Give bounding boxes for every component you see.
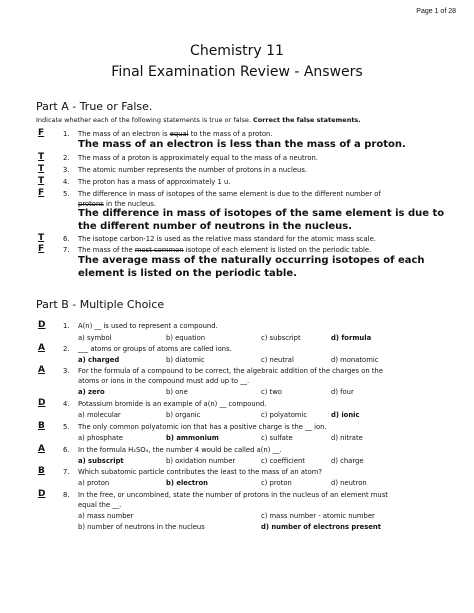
- correction-a1: The mass of an electron is less than the mass of a proton.: [78, 139, 406, 150]
- option-b3-c: c) two: [261, 388, 282, 396]
- option-b1-b: b) equation: [166, 334, 206, 342]
- answer-b4: D: [38, 398, 46, 408]
- option-b5-c: c) sulfate: [261, 434, 293, 442]
- number-a5: 5.: [63, 190, 70, 198]
- statement-a7-post: isotope of each element is listed on the periodic table.: [183, 246, 372, 254]
- question-b5: The only common polyatomic ion that has a positive charge is the __ ion.: [78, 423, 327, 431]
- question-b3-line2: atoms or ions in the compound must add up to __.: [78, 377, 250, 385]
- number-b2: 2.: [63, 345, 70, 353]
- question-b3: For the formula of a compound to be correct, the algebraic addition of the charges on the: [78, 367, 384, 375]
- instructions-bold-text: Correct the false statements.: [252, 116, 361, 124]
- statement-a5: The difference in mass of isotopes of the same element is due to the different number of: [78, 190, 381, 198]
- answer-b1: D: [38, 320, 46, 330]
- page-number: Page 1 of 28: [416, 8, 456, 15]
- option-b7-a: a) proton: [78, 479, 110, 487]
- option-b2-d: d) monatomic: [331, 356, 379, 364]
- number-a3: 3.: [63, 166, 70, 174]
- statement-a1-pre: The mass of an electron is: [78, 130, 170, 138]
- number-a2: 2.: [63, 154, 70, 162]
- correction-a7: The average mass of the naturally occurring isotopes of each element is listed on the periodic table.: [78, 255, 425, 279]
- option-b4-c: c) polyatomic: [261, 411, 308, 419]
- option-b8-c: c) mass number - atomic number: [261, 512, 375, 520]
- instructions-text: Indicate whether each of the following statements is true or false.: [36, 116, 253, 124]
- answer-b2: A: [38, 343, 45, 353]
- option-b3-a: a) zero: [78, 388, 105, 396]
- question-b8-line2: equal the __.: [78, 501, 122, 509]
- statement-a1-struck: equal: [169, 130, 189, 138]
- answer-a6: T: [38, 233, 45, 243]
- number-b1: 1.: [63, 322, 70, 330]
- option-b8-b: b) number of neutrons in the nucleus: [78, 523, 205, 531]
- answer-b5: B: [38, 421, 45, 431]
- number-a1: 1.: [63, 130, 70, 138]
- answer-a5: F: [38, 188, 45, 198]
- number-a7: 7.: [63, 246, 70, 254]
- answer-b6: A: [38, 444, 45, 454]
- option-b3-d: d) four: [331, 388, 354, 396]
- number-b8: 8.: [63, 491, 70, 499]
- statement-a2: The mass of a proton is approximately equal to the mass of a neutron.: [78, 154, 318, 162]
- statement-a3: The atomic number represents the number of protons in a nucleus.: [78, 166, 308, 174]
- option-b6-b: b) oxidation number: [166, 457, 236, 465]
- answer-a4: T: [38, 176, 45, 186]
- correction-a5: The difference in mass of isotopes of the same element is due to the different number of neutrons in the nucleus.: [78, 208, 445, 232]
- option-b1-d: d) formula: [331, 334, 372, 342]
- statement-a5-post: in the nucleus.: [103, 200, 157, 208]
- option-b4-a: a) molecular: [78, 411, 121, 419]
- option-b8-d: d) number of electrons present: [261, 523, 381, 531]
- page-title: Chemistry 11: [190, 43, 284, 59]
- number-b4: 4.: [63, 400, 70, 408]
- statement-a1-post: to the mass of a proton.: [188, 130, 273, 138]
- option-b8-a: a) mass number: [78, 512, 134, 520]
- statement-a7-struck: most common: [134, 246, 184, 254]
- part-a-instructions: [36, 116, 361, 124]
- option-b7-d: d) neutron: [331, 479, 367, 487]
- statement-a7-pre: The mass of the: [78, 246, 135, 254]
- answer-a3: T: [38, 164, 45, 174]
- option-b4-d: d) ionic: [331, 411, 360, 419]
- question-b6: In the formula H₂SO₄, the number 4 would be called a(n) __.: [78, 446, 282, 454]
- option-b5-b: b) ammonium: [166, 434, 219, 442]
- statement-a6: The isotope carbon-12 is used as the relative mass standard for the atomic mass scale.: [78, 235, 376, 243]
- statement-a1: [78, 130, 273, 138]
- page-subtitle: Final Examination Review - Answers: [111, 64, 363, 80]
- option-b7-c: c) proton: [261, 479, 292, 487]
- question-b4: Potassium bromide is an example of a(n) __ compound.: [78, 400, 267, 408]
- option-b2-c: c) neutral: [261, 356, 294, 364]
- number-b3: 3.: [63, 367, 70, 375]
- option-b1-c: c) subscript: [261, 334, 301, 342]
- option-b3-b: b) one: [166, 388, 188, 396]
- question-b7: Which subatomic particle contributes the least to the mass of an atom?: [78, 468, 323, 476]
- answer-a7: F: [38, 244, 45, 254]
- statement-a4: The proton has a mass of approximately 1 u.: [78, 178, 231, 186]
- number-a6: 6.: [63, 235, 70, 243]
- option-b5-d: d) nitrate: [331, 434, 363, 442]
- answer-b7: B: [38, 466, 45, 476]
- statement-a5-line2: [78, 200, 156, 208]
- option-b7-b: b) electron: [166, 479, 209, 487]
- option-b5-a: a) phosphate: [78, 434, 123, 442]
- option-b6-a: a) subscript: [78, 457, 124, 465]
- option-b4-b: b) organic: [166, 411, 201, 419]
- option-b2-b: b) diatomic: [166, 356, 205, 364]
- number-b5: 5.: [63, 423, 70, 431]
- number-b6: 6.: [63, 446, 70, 454]
- part-a-heading: Part A - True or False.: [36, 100, 153, 113]
- number-b7: 7.: [63, 468, 70, 476]
- answer-b8: D: [38, 489, 46, 499]
- option-b6-d: d) charge: [331, 457, 364, 465]
- question-b8: In the free, or uncombined, state the number of protons in the nucleus of an element must: [78, 491, 388, 499]
- answer-b3: A: [38, 365, 45, 375]
- statement-a5-struck: protons: [78, 200, 104, 208]
- answer-a1: F: [38, 128, 45, 138]
- statement-a7: [78, 246, 371, 254]
- answer-a2: T: [38, 152, 45, 162]
- question-b2: ___ atoms or groups of atoms are called ions.: [78, 345, 232, 353]
- part-b-heading: Part B - Multiple Choice: [36, 298, 165, 311]
- question-b1: A(n) __ is used to represent a compound.: [78, 322, 218, 330]
- option-b2-a: a) charged: [78, 356, 120, 364]
- number-a4: 4.: [63, 178, 70, 186]
- option-b1-a: a) symbol: [78, 334, 112, 342]
- option-b6-c: c) coefficient: [261, 457, 305, 465]
